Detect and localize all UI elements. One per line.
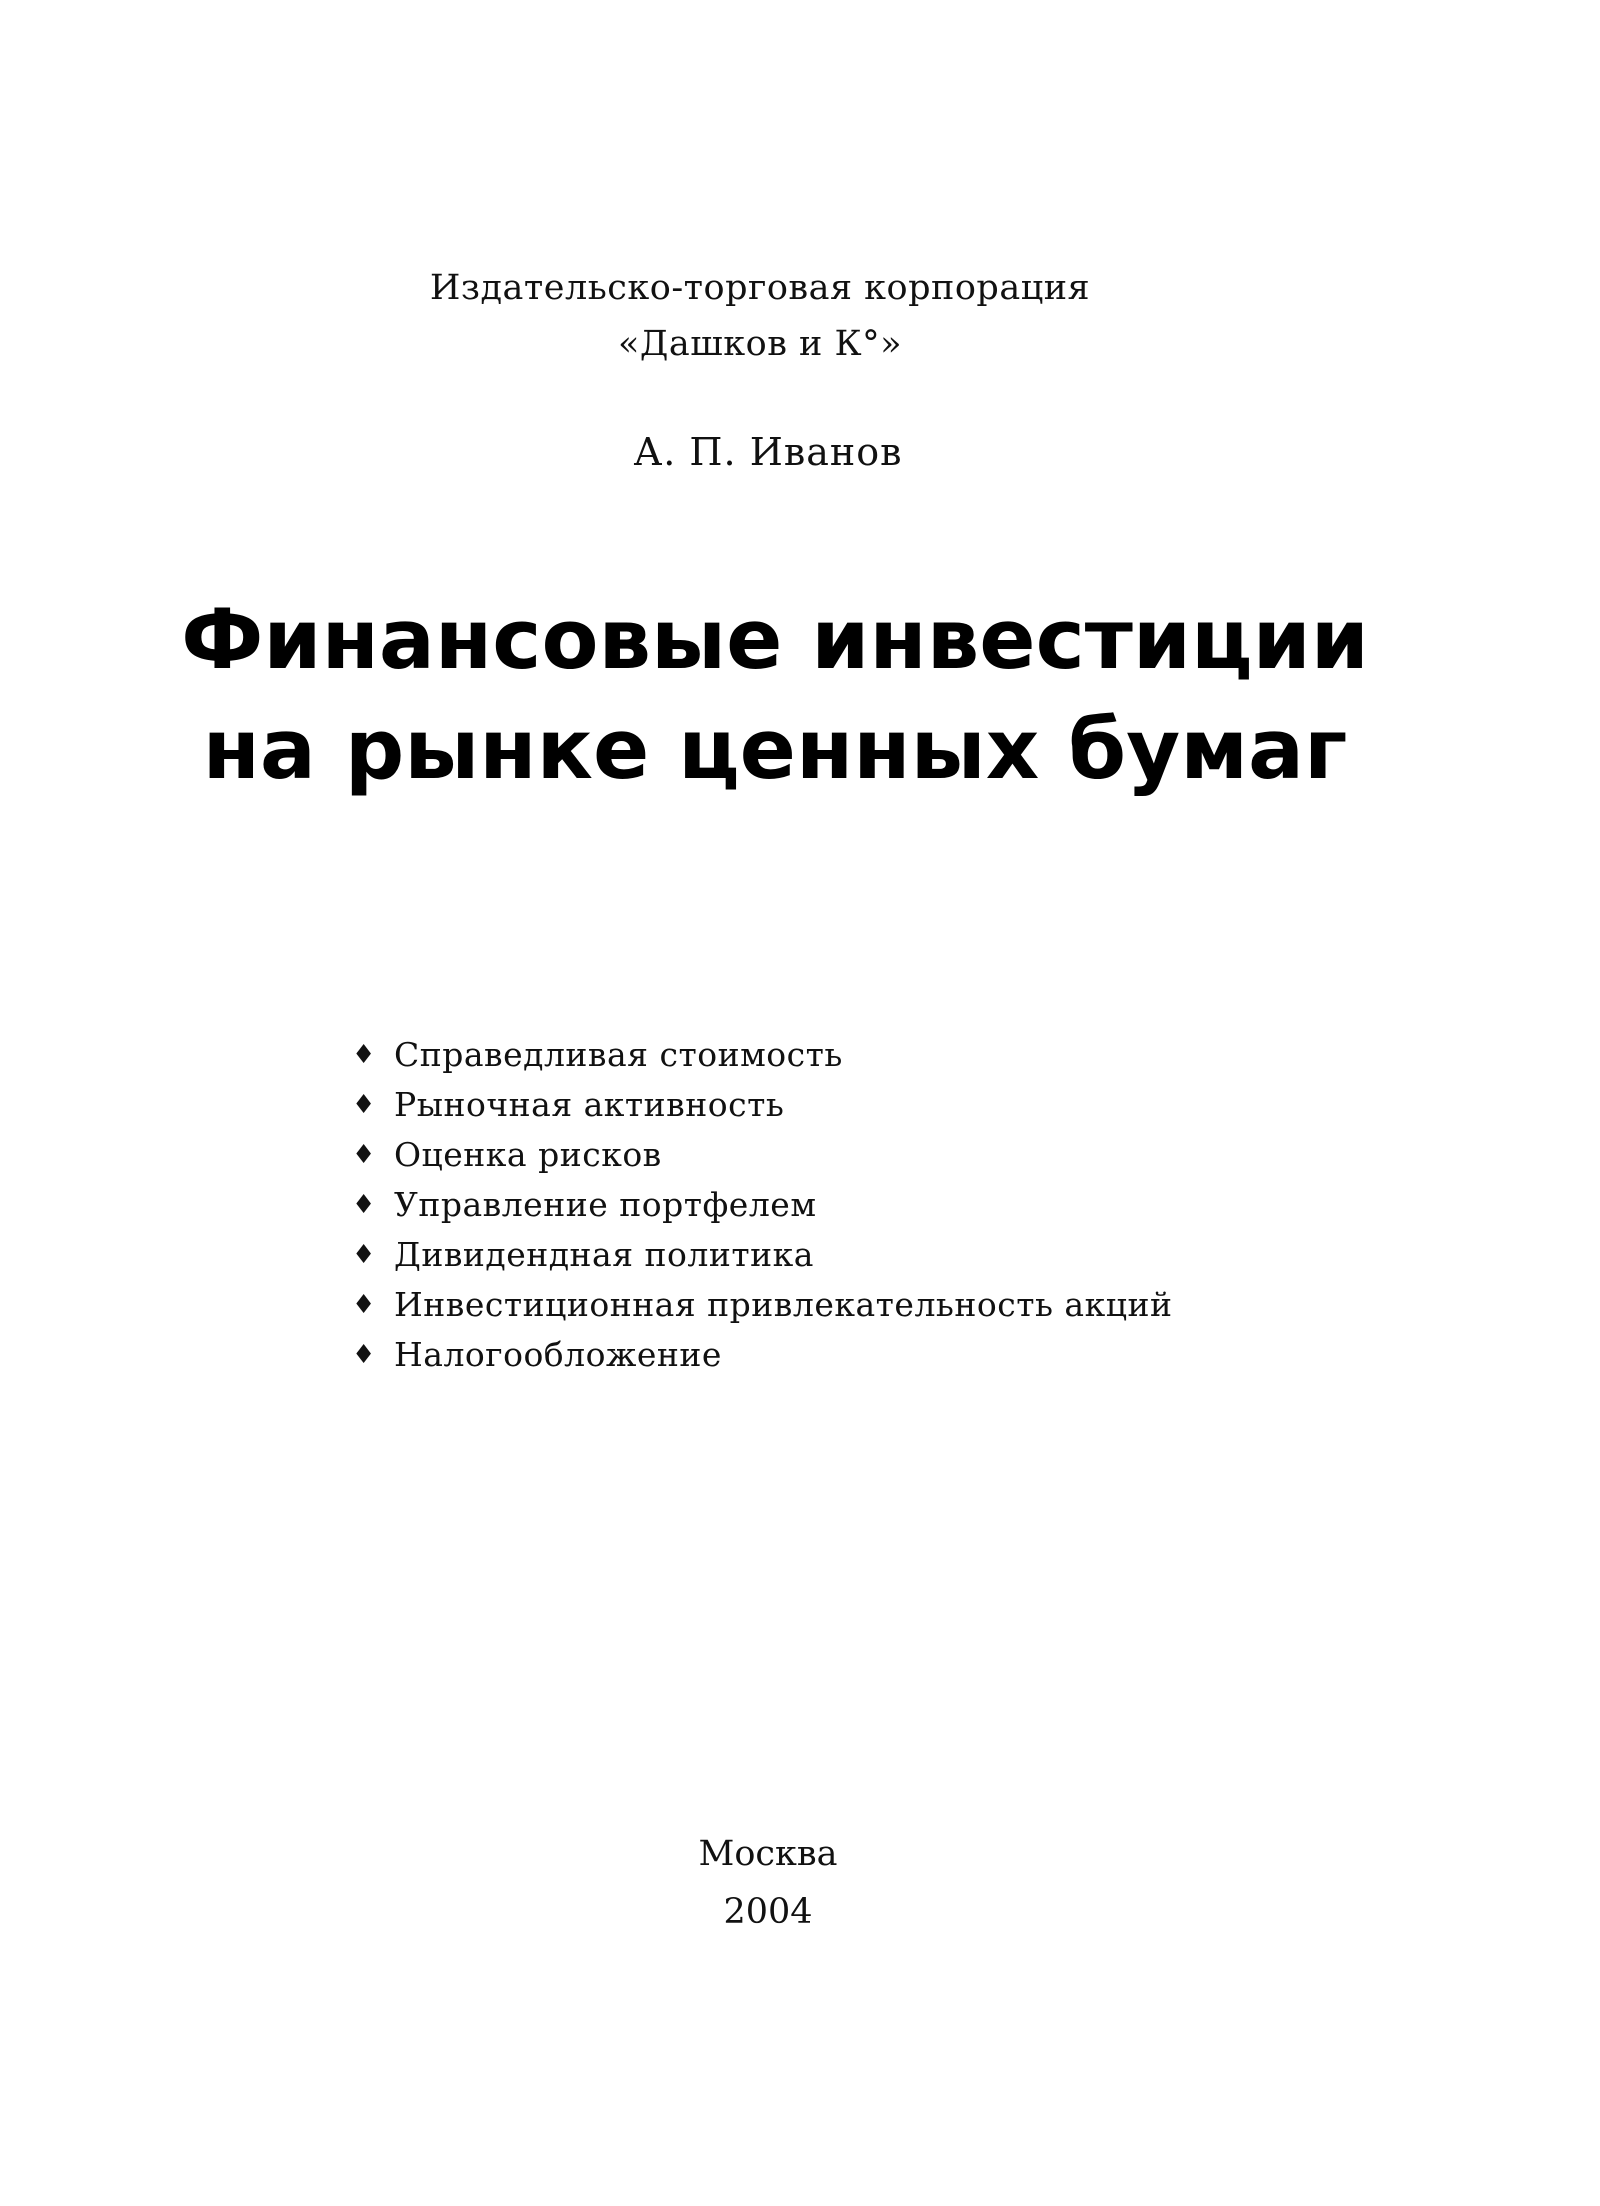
topic-item [352,1330,1172,1380]
topic-label: Управление портфелем [394,1185,817,1224]
topic-item [352,1180,1172,1230]
publication-year: 2004 [723,1892,813,1932]
diamond-icon: ♦ [352,1340,376,1370]
topic-label: Инвестиционная привлекательность акций [394,1285,1173,1324]
diamond-icon: ♦ [352,1190,376,1220]
publisher-name: Издательско-торговая корпорация [429,268,1091,308]
topic-item [352,1280,1172,1330]
topic-label: Оценка рисков [394,1135,662,1174]
topic-label: Рыночная активность [394,1085,785,1124]
topic-item [352,1230,1172,1280]
author-name: А. П. Иванов [633,430,903,474]
diamond-icon: ♦ [352,1140,376,1170]
diamond-icon: ♦ [352,1090,376,1120]
topic-label: Справедливая стоимость [394,1035,843,1074]
topic-item [352,1080,1172,1130]
topic-item [352,1030,1172,1080]
book-title-line-1: Финансовые инвестиции [181,591,1369,688]
diamond-icon: ♦ [352,1240,376,1270]
topic-label: Налогообложение [394,1335,722,1374]
book-title [0,585,1550,805]
publication-city: Москва [698,1834,838,1874]
book-title-line-2: на рынке ценных бумаг [202,701,1348,798]
topic-label: Дивидендная политика [394,1235,814,1274]
publisher-imprint-name: «Дашков и К°» [617,324,902,364]
diamond-icon: ♦ [352,1290,376,1320]
imprint-block [0,1825,1536,1941]
publisher-block [0,260,1520,372]
diamond-icon: ♦ [352,1040,376,1070]
topic-list [352,1030,1172,1380]
topic-item [352,1130,1172,1180]
